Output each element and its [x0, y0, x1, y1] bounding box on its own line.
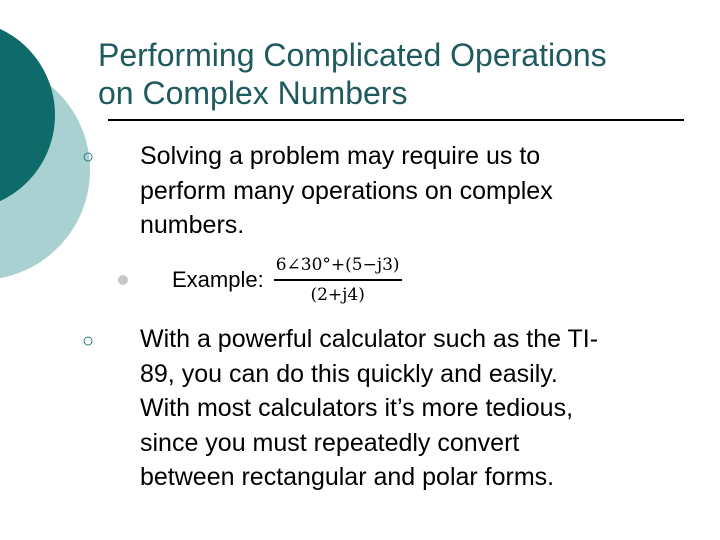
fraction-denominator: (2+j4) — [310, 284, 365, 305]
example-expression — [172, 255, 402, 305]
title-underline — [108, 119, 684, 121]
sub-bullet-dot — [118, 275, 128, 285]
bullet-marker-1: ○ — [82, 146, 95, 168]
bullet-2-line-5: between rectangular and polar forms. — [140, 463, 555, 491]
bullet-2-line-1: With a powerful calculator such as the TI- — [140, 325, 599, 353]
example-fraction — [274, 255, 402, 305]
bullet-1-line-2: perform many operations on complex — [140, 176, 553, 205]
slide-title — [98, 36, 698, 112]
slide-title-line-2: on Complex Numbers — [98, 75, 408, 111]
bullet-2-text — [140, 322, 680, 495]
bullet-marker-2: ○ — [82, 330, 95, 352]
slide-title-line-1: Performing Complicated Operations — [98, 37, 607, 73]
bullet-2-line-3: With most calculators it’s more tedious, — [140, 394, 574, 422]
example-label: Example: — [172, 266, 264, 292]
bullet-1-line-1: Solving a problem may require us to — [140, 142, 541, 170]
bullet-1-text — [140, 139, 680, 243]
bullet-2-line-4: since you must repeatedly convert — [140, 428, 520, 457]
fraction-numerator: 6∠30°+(5−j3) — [275, 255, 400, 275]
bullet-1-line-3: numbers. — [140, 211, 245, 239]
bullet-2-line-2: 89, you can do this quickly and easily. — [140, 359, 558, 388]
